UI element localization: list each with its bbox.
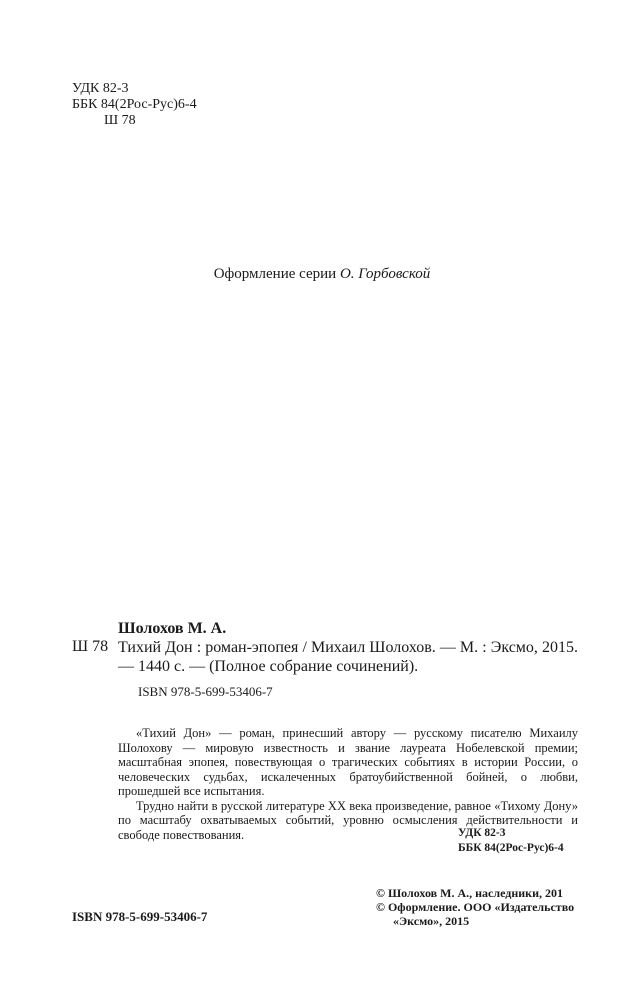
design-credit-prefix: Оформление серии xyxy=(213,266,337,282)
isbn-inline: ISBN 978-5-699-53406-7 xyxy=(138,684,273,699)
annotation xyxy=(118,726,578,842)
bottom-udk-code: УДК 82-3 xyxy=(458,827,506,839)
annotation-paragraph-2: Трудно найти в русской литературе XX века произведение, равное «Тихому Дону» по масштабу охватываемых событий, уровню осмысления действительности и свободе повествования. xyxy=(118,798,578,842)
annotation-paragraph-1: «Тихий Дон» — роман, принесший автору — русскому писателю Михаилу Шолохову — мировую известность и звание лауреата Нобелевской премии; масштабная эпопея, повествующая о трагических событиях в истории России, о человеческих судьбах, искалеченных братоубийственной бойней, о любви, прошедшей все испытания. xyxy=(118,726,578,798)
copyright-block xyxy=(376,886,574,928)
isbn-bottom: ISBN 978-5-699-53406-7 xyxy=(72,909,208,924)
copyright-line-1: © Шолохов М. А., наследники, 201 xyxy=(376,886,564,900)
bottom-bbk-code: ББК 84(2Рос-Рус)6-4 xyxy=(458,842,564,854)
bib-author-mark: Ш 78 xyxy=(72,638,109,655)
bibliographic-entry: Тихий Дон : роман-эпопея / Михаил Шолохов. — М. : Эксмо, 2015. — 1440 с. — (Полное собрание сочинений). xyxy=(118,639,578,675)
bottom-classification-codes xyxy=(458,826,564,856)
series-design-credit xyxy=(0,266,644,283)
top-classification-codes xyxy=(72,81,197,129)
copyright-line-2: © Оформление. ООО «Издательство xyxy=(376,900,575,914)
author-mark: Ш 78 xyxy=(104,113,136,128)
udk-code: УДК 82-3 xyxy=(72,81,129,96)
author-heading: Шолохов М. А. xyxy=(118,620,227,637)
copyright-line-3: «Эксмо», 2015 xyxy=(393,914,470,928)
designer-name: О. Горбовской xyxy=(339,266,431,282)
bbk-code: ББК 84(2Рос-Рус)6-4 xyxy=(72,97,197,112)
